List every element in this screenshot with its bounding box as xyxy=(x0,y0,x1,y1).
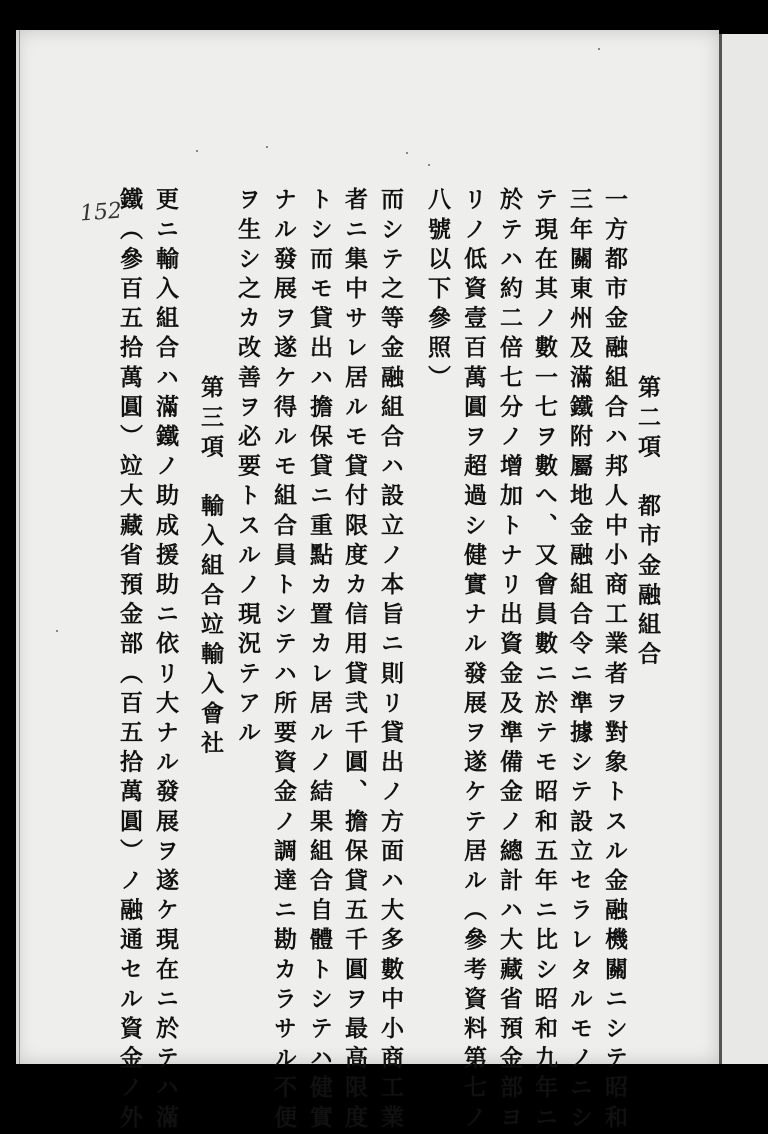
text-column-6: 八號以下參照） xyxy=(424,187,451,395)
paper-speck xyxy=(266,146,268,148)
paper-speck xyxy=(598,48,600,50)
paper-speck xyxy=(406,152,408,154)
page-fold-line xyxy=(19,30,20,1064)
text-column-13: 鐵（參百五拾萬圓）竝大藏省預金部（百五拾萬圓）ノ融通セル資金ノ外 xyxy=(116,187,143,1134)
text-column-10: ナル發展ヲ遂ケ得ルモ組合員トシテハ所要資金ノ調達ニ勘カラサル不便 xyxy=(270,187,297,1134)
page-edge xyxy=(719,34,768,1064)
paper-speck xyxy=(56,630,58,632)
paper-speck xyxy=(428,164,430,166)
section-heading-third: 第三項 輸入組合竝輸入會社 xyxy=(197,375,224,760)
section-heading-second: 第二項 都市金融組合 xyxy=(634,375,661,671)
paper-speck xyxy=(196,150,198,152)
document-page xyxy=(16,30,719,1134)
text-column-8: 者ニ集中サレ居ルモ貸付限度カ信用貸弐千圓、擔保貸五千圓ヲ最高限度 xyxy=(341,187,368,1134)
text-column-12: 更ニ輸入組合ハ滿鐵ノ助成援助ニ依リ大ナル發展ヲ遂ケ現在ニ於テハ滿 xyxy=(152,187,179,1134)
text-column-7: 而シテ之等金融組合ハ設立ノ本旨ニ則リ貸出ノ方面ハ大多數中小商工業 xyxy=(377,187,404,1134)
text-column-2: 三年關東州及滿鐵附屬地金融組合令ニ準據シテ設立セラレタルモノニシ xyxy=(566,187,593,1134)
text-column-11: ヲ生シ之カ改善ヲ必要トスルノ現況テアル xyxy=(234,187,261,750)
text-column-3: テ現在其ノ數一七ヲ數へ、又會員數ニ於テモ昭和五年ニ比シ昭和九年ニ xyxy=(531,187,558,1134)
text-column-4: 於テハ約二倍七分ノ增加トナリ出資金及準備金ノ總計ハ大藏省預金部ヨ xyxy=(496,187,523,1134)
page-number: 152 xyxy=(79,198,123,227)
text-column-1: 一方都市金融組合ハ邦人中小商工業者ヲ對象トスル金融機關ニシテ昭和 xyxy=(601,187,628,1134)
text-column-9: トシ而モ貸出ハ擔保貸ニ重點カ置カレ居ルノ結果組合自體トシテハ健實 xyxy=(306,187,333,1134)
text-column-5: リノ低資壹百萬圓ヲ超過シ健實ナル發展ヲ遂ケテ居ル（參考資料第七ノ xyxy=(460,187,487,1134)
